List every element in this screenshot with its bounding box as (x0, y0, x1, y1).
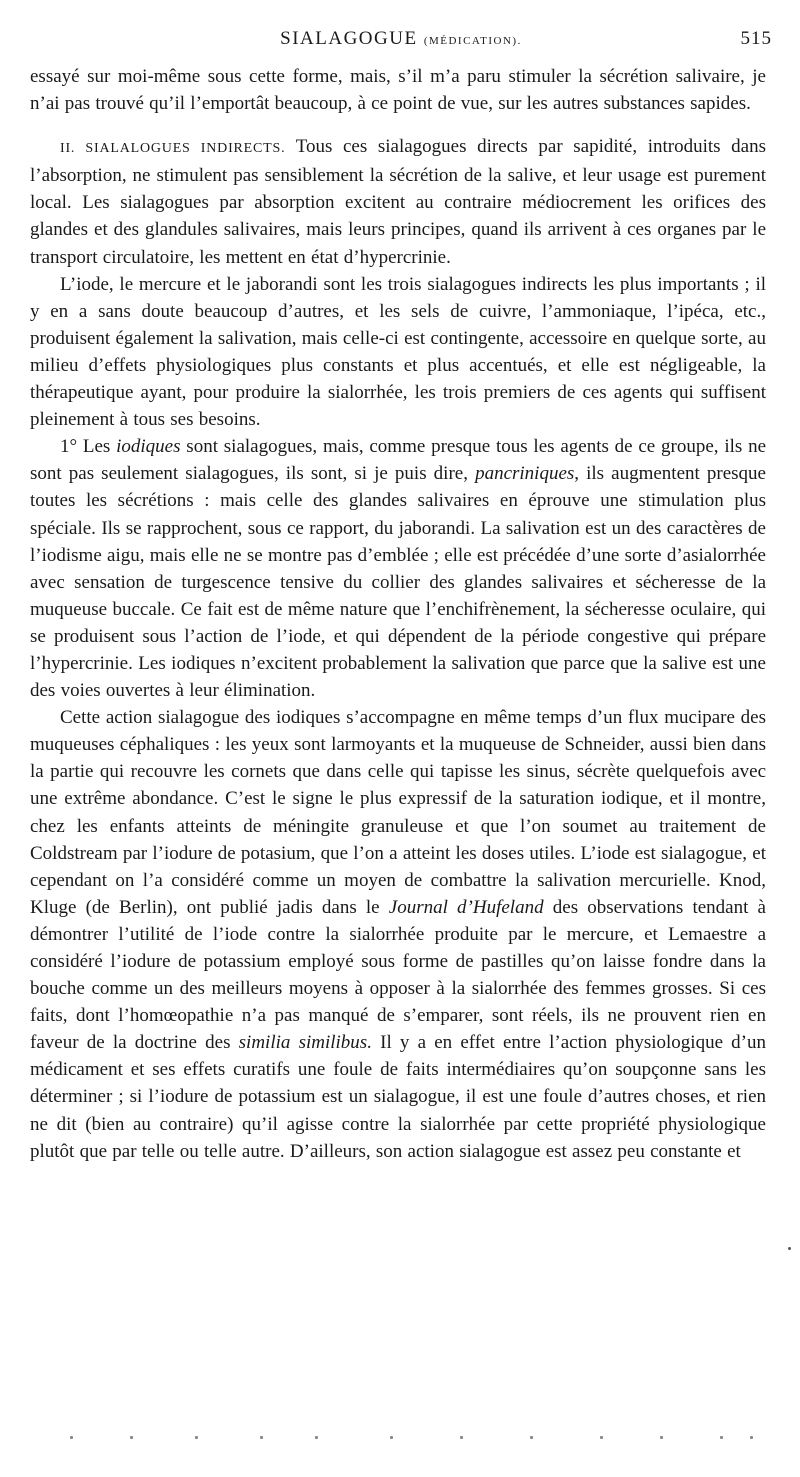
italic-term: iodiques (116, 436, 181, 458)
running-title-sub: (MÉDICATION). (423, 35, 522, 47)
italic-term: pancriniques (475, 463, 575, 485)
italic-term: Journal d’Hufeland (388, 896, 544, 918)
paragraph-iodiques (30, 433, 766, 704)
italic-term: similia similibus. (238, 1032, 372, 1054)
paragraph-text: Tous ces sialagogues directs par sapidité, introduits dans l’absorption, ne stimulent pas sensiblement la sécrétion de la salive, et leur usage est purement local. Les sialagogues par absorption excitent au contraire médiocrement les orifices des glandes et des glandules salivaires, mais leurs principes, quand ils arrivent à ces organes par le transport circulatoire, les mettent en état d’hypercrinie. (30, 136, 766, 268)
running-title (30, 28, 772, 50)
page-number: 515 (740, 28, 772, 49)
section-heading: II. SIALALOGUES INDIRECTS. (60, 141, 286, 157)
running-head (30, 28, 772, 56)
text-run: Il y a en effet entre l’action physiologique d’un médicament et ses effets curatifs une foule de faits intermédiaires qu’on soupçonne sans les déterminer ; si l’iodure de potassium est un sialagogue, il est une foule d’autres choses, et rien ne dit (bien au contraire) qu’il agisse contre la sialorrhée par cette propriété physiologique plutôt que par telle ou telle autre. D’ailleurs, son action sialagogue est assez peu constante et (30, 1032, 767, 1162)
paragraph-indirect-sialagogues (30, 133, 766, 270)
body-text (30, 63, 766, 1165)
margin-mark (788, 1247, 791, 1250)
text-run: des observations tendant à démontrer l’utilité de l’iode contre la sialorrhée produite par le mercure, et Lemaestre a considéré l’iodure de potassium employé sous forme de pastilles qu’on laisse fondre dans la bouche comme un des meilleurs moyens à opposer à la sialorrhée des femmes grosses. Si ces faits, dont l’homœopathie n’a pas manqué de s’emparer, sont réels, ils ne prouvent rien en faveur de la doctrine des (30, 896, 766, 1054)
running-title-main: SIALAGOGUE (280, 28, 418, 49)
paragraph-three-sialagogues: L’iode, le mercure et le jaborandi sont les trois sialagogues indirects les plus importants ; il y en a sans doute beaucoup d’autres, et les sels de cuivre, l’ammoniaque, l’ipéca, etc., produisent également la salivation, mais celle-ci est contingente, accessoire en quelque sorte, au milieu d’effets physiologiques plus constants et plus accentués, et elle est négligeable, la thérapeutique ayant, pour produire la sialorrhée, les trois premiers de ces agents qui suffisent pleinement à tous ses besoins. (30, 273, 766, 431)
text-run: Cette action sialagogue des iodiques s’accompagne en même temps d’un flux mucipare des muqueuses céphaliques : les yeux sont larmoyants et la muqueuse de Schneider, aussi bien dans la partie qui recouvre les cornets que dans celle qui tapisse les sinus, sécrète quelquefois avec une extrême abondance. C’est le signe le plus expressif de la saturation iodique, et il montre, chez les enfants atteints de méningite granuleuse et que l’on soumet au traitement de Coldstream par l’iodure de potasium, que l’on a atteint les doses utiles. L’iode est sialagogue, et cependant on l’a considéré comme un moyen de combattre la salivation mercurielle. Knod, Kluge (de Berlin), ont publié jadis dans le (30, 707, 767, 918)
paragraph-continuation: essayé sur moi-même sous cette forme, mais, s’il m’a paru stimuler la sécrétion salivaire, je n’ai pas trouvé qu’il l’emportât beaucoup, à ce point de vue, sur les autres substances sapides. (30, 66, 766, 115)
paragraph-action-iodiques (30, 704, 766, 1165)
text-run: sont sialagogues, mais, comme presque tous les agents de ce groupe, ils ne sont pas seulement sialagogues, ils sont, si je puis dire, (30, 436, 767, 485)
text-run: , ils augmentent presque toutes les sécrétions : mais celle des glandes salivaires en éprouve une stimulation plus spéciale. Ils se rapprochent, sous ce rapport, du jaborandi. La salivation est un des caractères de l’iodisme aigu, mais elle ne se montre pas d’emblée ; elle est précédée d’une sorte d’asialorrhée avec sensation de turgescence tensive du collier des glandes salivaires et sécheresse de la muqueuse buccale. Ce fait est de même nature que l’enchifrènement, la sécheresse oculaire, qui se produisent sous l’action de l’iode, et qui dépendent de la période congestive qui prépare l’hypercrinie. Les iodiques n’excitent probablement la salivation que parce que la salive est une des voies ouvertes à leur élimination. (30, 463, 766, 702)
text-run: 1° Les (60, 436, 117, 458)
bleed-through-marks (60, 1436, 760, 1442)
